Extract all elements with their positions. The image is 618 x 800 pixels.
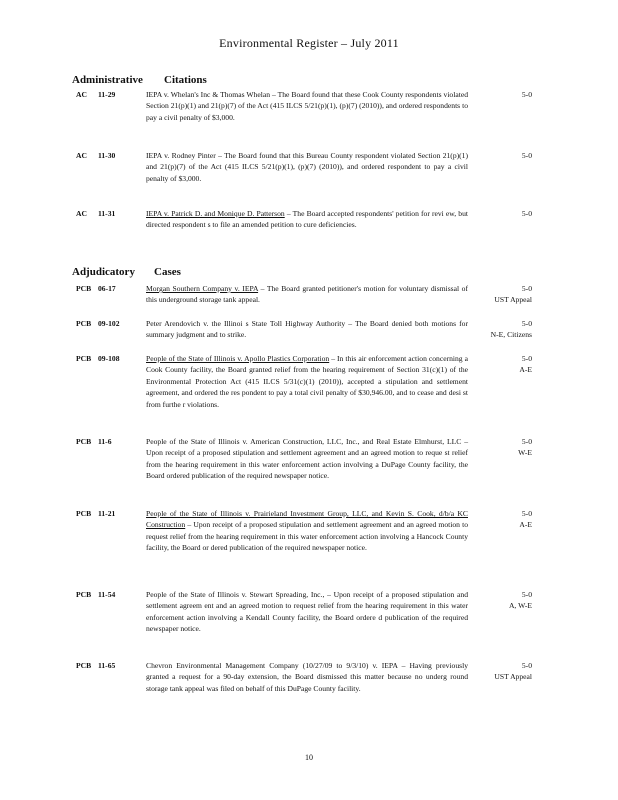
case-summary: [146, 508, 468, 554]
case-vote: 5-0 A-E: [519, 509, 532, 530]
case-text: – The Board accepted respondents' petition for revi ew, but directed respondent s to file an amended petition to cure deficiencies.: [146, 209, 468, 230]
case-text: – The Board found that these Cook County respondents violated Section 21(p)(1) and 21(p)(7) of the Act (415 ILCS 5/21(p)(1), (p)(7) (2010)), and ordered respondents to pay a civil penalty of $3,000.: [146, 90, 468, 122]
case-number: 11-6: [98, 437, 112, 446]
case-type: PCB: [76, 284, 92, 293]
case-caption: People of the State of Illinois v. Apollo Plastics Corporation: [146, 354, 330, 363]
case-text: – The Board granted petitioner's motion for voluntary dismissal of this underground storage tank appeal.: [146, 284, 468, 305]
case-text: People of the State of Illinois v. American Construction, LLC, Inc., and Real Estate Elmhurst, LLC – Upon receipt of a proposed stipulation and settlement agreement and an agreed motion to reque st relief from the hearing requirement in this water enforcement action involving a DuPage County facility, the Board ordered publication of the required newspaper notice.: [146, 437, 468, 481]
case-number: 11-54: [98, 590, 116, 599]
page-number: 10: [305, 753, 313, 762]
case-vote: 5-0: [521, 209, 532, 218]
subheading-cases: Cases: [154, 266, 181, 278]
case-summary: [146, 89, 468, 123]
case-summary: [146, 660, 468, 694]
case-vote: 5-0 UST Appeal: [494, 661, 532, 682]
case-vote: 5-0 UST Appeal: [494, 284, 532, 305]
case-vote: 5-0 W-E: [518, 437, 532, 458]
case-vote: 5-0 A-E: [519, 354, 532, 375]
case-summary: [146, 318, 468, 341]
case-vote: 5-0: [521, 90, 532, 99]
case-number: 06-17: [98, 284, 116, 293]
case-summary: [146, 283, 468, 306]
case-summary: [146, 589, 468, 635]
case-caption: Morgan Southern Company v. IEPA: [146, 284, 259, 293]
case-caption: IEPA v. Patrick D. and Monique D. Patterson: [146, 209, 285, 218]
case-type: AC: [76, 209, 87, 218]
case-text: – The Board found that this Bureau County respondent violated Section 21(p)(1) and 21(p)(7) of the Act (415 ILCS 5/21(p)(1), (p)(7) (2010)), and ordered respondent to pay a civil penalty of $3,000.: [146, 151, 469, 183]
case-summary: [146, 436, 468, 482]
subheading-citations: Citations: [164, 74, 207, 86]
case-vote: 5-0 N-E, Citizens: [490, 319, 532, 340]
case-number: 11-65: [98, 661, 116, 670]
case-number: 09-108: [98, 354, 120, 363]
section-heading-administrative: Administrative: [72, 74, 143, 86]
case-type: PCB: [76, 590, 92, 599]
case-summary: [146, 150, 468, 184]
case-number: 11-21: [98, 509, 116, 518]
case-text: – Upon receipt of a proposed stipulation and settlement agreement and an agreed motion to request relief from the hearing requirement in this water enforcement action involving a Hancock County facility, the Board or dered publication of the required newspaper notice.: [146, 520, 468, 553]
case-text: People of the State of Illinois v. Stewart Spreading, Inc., – Upon receipt of a proposed stipulation and settlement agreem ent and an agreed motion to request relief from the hearing requirement in this water enforcement action involving a Kendall County facility, the Board ordere d publication of the required newspaper notice.: [146, 590, 468, 634]
case-type: PCB: [76, 354, 92, 363]
case-caption: People of the State of Illinois v. Prairieland Investment Group, LLC, and Kevin S. Cook, d/b/a KC Construction: [146, 509, 468, 530]
case-type: AC: [76, 90, 87, 99]
case-summary: [146, 353, 468, 410]
case-summary: [146, 208, 468, 231]
section-heading-adjudicatory: Adjudicatory: [72, 266, 135, 278]
case-caption: IEPA v. Rodney Pinter: [146, 151, 216, 160]
case-vote: 5-0: [521, 151, 532, 160]
case-type: PCB: [76, 319, 92, 328]
case-vote: 5-0 A, W-E: [508, 590, 532, 611]
case-text: – In this air enforcement action concerning a Cook County facility, the Board granted relief from the hearing requirement of Section 31(c)(1) of the Environmental Protection Act (415 ILCS 5/31(c)(1) (2010)), accepted a stipulation and settlement agreement, and ordered the res pondent to pay a total civil penalty of $30,946.00, and to cease and desi st from furthe r violations.: [146, 354, 468, 409]
case-text: Peter Arendovich v. the Illinoi s State Toll Highway Authority – The Board denied both motions for summary judgment and to strike.: [146, 319, 468, 340]
page-header: Environmental Register – July 2011: [219, 36, 399, 50]
case-type: PCB: [76, 509, 92, 518]
case-number: 11-30: [98, 151, 116, 160]
case-number: 11-29: [98, 90, 116, 99]
case-number: 11-31: [98, 209, 116, 218]
case-type: PCB: [76, 661, 92, 670]
case-text: Chevron Environmental Management Company (10/27/09 to 9/3/10) v. IEPA – Having previously granted a request for a 90-day extension, the Board dismissed this matter because no underg round storage tank appeal was filed on behalf of this DuPage County facility.: [146, 661, 468, 693]
case-type: AC: [76, 151, 87, 160]
case-caption: IEPA v. Whelan's Inc & Thomas Whelan: [146, 90, 270, 99]
case-number: 09-102: [98, 319, 120, 328]
case-type: PCB: [76, 437, 92, 446]
